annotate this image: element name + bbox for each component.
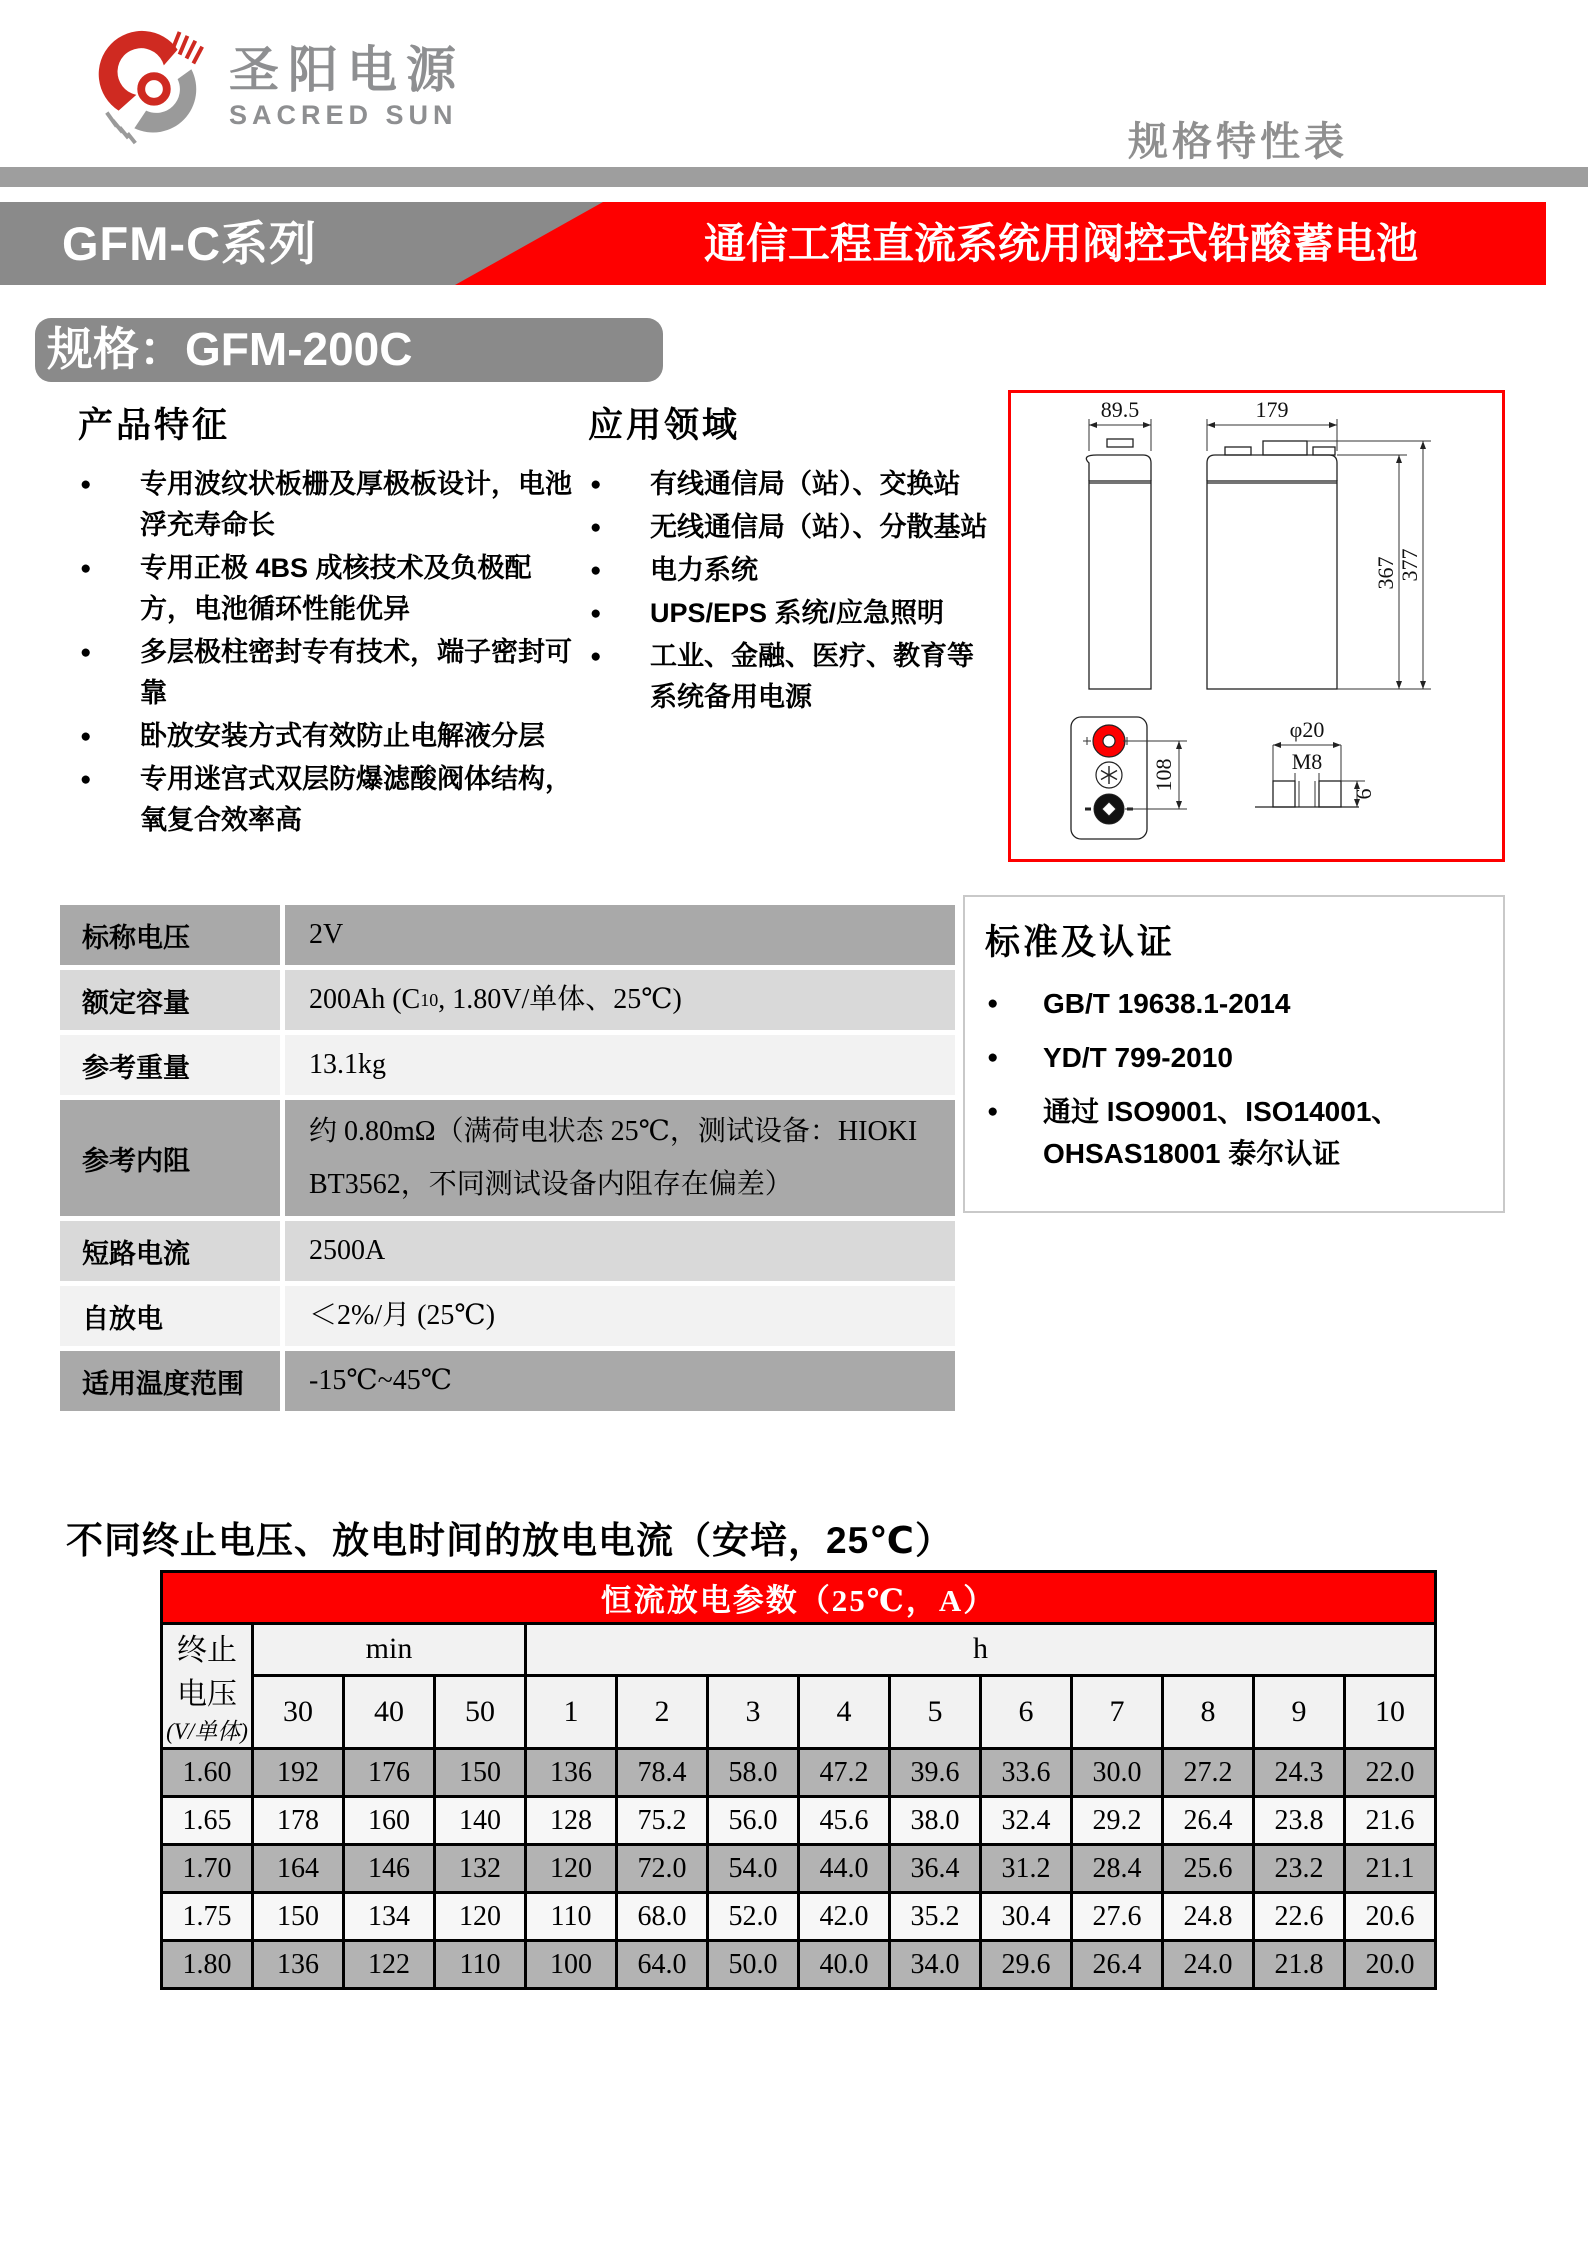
spec-label: 短路电流	[60, 1221, 285, 1281]
discharge-table	[160, 1570, 1437, 1990]
application-item-label: 无线通信局（站）、分散基站	[650, 512, 988, 542]
logo-text	[229, 43, 465, 131]
spec-label: 额定容量	[60, 970, 285, 1030]
company-logo	[95, 28, 465, 146]
standard-item-label: YD/T 799-2010	[1043, 1042, 1233, 1073]
current-value-cell: 42.0	[799, 1893, 890, 1941]
dim-height-total: 377	[1397, 548, 1422, 582]
current-value-cell: 50.0	[708, 1941, 799, 1989]
discharge-section-title: 不同终止电压、放电时间的放电电流（安培，25℃）	[66, 1520, 953, 1561]
current-value-cell: 20.6	[1345, 1893, 1436, 1941]
bullet-icon: ●	[590, 646, 602, 667]
current-value-cell: 21.1	[1345, 1845, 1436, 1893]
series-banner	[0, 202, 1546, 285]
current-value-cell: 35.2	[890, 1893, 981, 1941]
applications-list	[588, 464, 1000, 718]
discharge-row	[162, 1749, 1436, 1797]
spec-label: 参考重量	[60, 1035, 285, 1095]
feature-item-label: 卧放安装方式有效防止电解液分层	[140, 721, 545, 751]
spec-row	[60, 1221, 955, 1281]
standards-section	[963, 895, 1505, 1213]
end-voltage-cell: 1.70	[162, 1845, 253, 1893]
duration-column-header: 3	[708, 1675, 799, 1748]
battery-side-view	[1207, 441, 1337, 689]
dim-thread: M8	[1291, 749, 1323, 774]
standards-title: 标准及认证	[985, 923, 1176, 962]
standard-item-label: GB/T 19638.1-2014	[1043, 988, 1291, 1019]
standard-item	[985, 1037, 1483, 1079]
application-item	[588, 464, 1000, 505]
doc-type-label: 规格特性表	[1128, 120, 1348, 164]
current-value-cell: 20.0	[1345, 1941, 1436, 1989]
current-value-cell: 146	[344, 1845, 435, 1893]
battery-front-view	[1086, 439, 1151, 689]
duration-column-header: 10	[1345, 1675, 1436, 1748]
bullet-icon: ●	[987, 1047, 999, 1068]
duration-column-header: 9	[1254, 1675, 1345, 1748]
current-value-cell: 30.0	[1072, 1749, 1163, 1797]
current-value-cell: 64.0	[617, 1941, 708, 1989]
application-item	[588, 593, 1000, 634]
spec-label: 标称电压	[60, 905, 285, 965]
current-value-cell: 122	[344, 1941, 435, 1989]
duration-column-header: 6	[981, 1675, 1072, 1748]
duration-column-header: 2	[617, 1675, 708, 1748]
feature-item	[78, 464, 583, 546]
discharge-table-wrap	[160, 1570, 1437, 1990]
current-value-cell: 23.8	[1254, 1797, 1345, 1845]
feature-item-label: 专用波纹状板栅及厚极板设计，电池浮充寿命长	[140, 469, 572, 540]
spec-row	[60, 970, 955, 1030]
current-value-cell: 27.2	[1163, 1749, 1254, 1797]
logo-name-cn: 圣阳电源	[229, 42, 465, 98]
bullet-icon: ●	[80, 474, 92, 495]
current-value-cell: 23.2	[1254, 1845, 1345, 1893]
bullet-icon: ●	[80, 558, 92, 579]
current-value-cell: 30.4	[981, 1893, 1072, 1941]
bullet-icon: ●	[80, 642, 92, 663]
dim-front-width: 89.5	[1100, 397, 1140, 422]
applications-section	[588, 398, 1000, 720]
dim-side-width: 179	[1255, 397, 1289, 422]
duration-column-header: 4	[799, 1675, 890, 1748]
end-voltage-label: 终止电压	[177, 1634, 237, 1711]
features-section	[78, 398, 583, 843]
bullet-icon: ●	[590, 474, 602, 495]
terminal-distance-dimension	[1125, 741, 1187, 809]
current-value-cell: 31.2	[981, 1845, 1072, 1893]
feature-item	[78, 716, 583, 757]
current-value-cell: 58.0	[708, 1749, 799, 1797]
feature-item	[78, 548, 583, 630]
current-value-cell: 24.0	[1163, 1941, 1254, 1989]
applications-title: 应用领域	[588, 406, 741, 445]
side-width-dimension	[1207, 397, 1337, 451]
current-value-cell: 36.4	[890, 1845, 981, 1893]
current-value-cell: 100	[526, 1941, 617, 1989]
spec-value: 2V	[309, 919, 344, 951]
bullet-icon: ●	[987, 1101, 999, 1122]
current-value-cell: 34.0	[890, 1941, 981, 1989]
current-value-cell: 26.4	[1163, 1797, 1254, 1845]
front-width-dimension	[1089, 397, 1151, 451]
current-value-cell: 68.0	[617, 1893, 708, 1941]
logo-name-en: SACRED SUN	[229, 100, 458, 130]
bullet-icon: ●	[590, 560, 602, 581]
current-value-cell: 110	[526, 1893, 617, 1941]
duration-column-header: 30	[253, 1675, 344, 1748]
current-value-cell: 26.4	[1072, 1941, 1163, 1989]
spec-row	[60, 905, 955, 965]
minutes-group-header: min	[253, 1624, 526, 1676]
application-item	[588, 507, 1000, 548]
current-value-cell: 21.6	[1345, 1797, 1436, 1845]
bullet-icon: ●	[987, 993, 999, 1014]
application-item	[588, 550, 1000, 591]
current-value-cell: 150	[435, 1749, 526, 1797]
spec-row	[60, 1100, 955, 1216]
spec-value: 200Ah (C 10 , 1.80V/单体、25℃)	[309, 984, 682, 1016]
bullet-icon: ●	[80, 726, 92, 747]
spec-value: 约 0.80mΩ（满荷电状态 25℃，测试设备：HIOKI BT3562，不同测试设备内阻存在偏差）	[309, 1115, 918, 1200]
current-value-cell: 47.2	[799, 1749, 890, 1797]
current-value-cell: 39.6	[890, 1749, 981, 1797]
duration-column-header: 7	[1072, 1675, 1163, 1748]
current-value-cell: 78.4	[617, 1749, 708, 1797]
current-value-cell: 45.6	[799, 1797, 890, 1845]
end-voltage-cell: 1.60	[162, 1749, 253, 1797]
duration-column-header: 5	[890, 1675, 981, 1748]
current-value-cell: 44.0	[799, 1845, 890, 1893]
current-value-cell: 40.0	[799, 1941, 890, 1989]
discharge-row	[162, 1941, 1436, 1989]
spec-label: 适用温度范围	[60, 1351, 285, 1411]
spec-row	[60, 1286, 955, 1346]
discharge-row	[162, 1893, 1436, 1941]
end-voltage-cell: 1.75	[162, 1893, 253, 1941]
current-value-cell: 54.0	[708, 1845, 799, 1893]
current-value-cell: 136	[526, 1749, 617, 1797]
application-item-label: UPS/EPS 系统/应急照明	[650, 598, 945, 628]
battery-top-view	[1071, 717, 1147, 839]
dim-height-body: 367	[1373, 556, 1398, 590]
terminal-detail	[1255, 717, 1376, 807]
series-name: GFM-C系列	[62, 217, 318, 270]
discharge-row	[162, 1797, 1436, 1845]
battery-dimension-drawing	[1011, 393, 1502, 859]
current-value-cell: 72.0	[617, 1845, 708, 1893]
dim-nut-height: 6	[1351, 788, 1376, 800]
standards-list	[985, 983, 1483, 1175]
current-value-cell: 132	[435, 1845, 526, 1893]
current-value-cell: 56.0	[708, 1797, 799, 1845]
current-value-cell: 38.0	[890, 1797, 981, 1845]
discharge-row	[162, 1845, 1436, 1893]
end-voltage-unit: (V/单体)	[166, 1719, 248, 1744]
end-voltage-header	[162, 1624, 253, 1749]
discharge-table-title: 恒流放电参数（25℃，A）	[162, 1572, 1436, 1624]
current-value-cell: 29.6	[981, 1941, 1072, 1989]
duration-column-header: 40	[344, 1675, 435, 1748]
current-value-cell: 75.2	[617, 1797, 708, 1845]
duration-column-header: 1	[526, 1675, 617, 1748]
features-list	[78, 464, 583, 841]
current-value-cell: 176	[344, 1749, 435, 1797]
dimension-drawing-panel	[1008, 390, 1505, 862]
banner-subtitle: 通信工程直流系统用阀控式铅酸蓄电池	[703, 220, 1418, 267]
current-value-cell: 160	[344, 1797, 435, 1845]
current-value-cell: 28.4	[1072, 1845, 1163, 1893]
current-value-cell: 52.0	[708, 1893, 799, 1941]
end-voltage-cell: 1.65	[162, 1797, 253, 1845]
application-item	[588, 636, 1000, 718]
application-item-label: 工业、金融、医疗、教育等系统备用电源	[650, 641, 974, 712]
spec-row	[60, 1351, 955, 1411]
duration-column-header: 8	[1163, 1675, 1254, 1748]
feature-item-label: 专用正极 4BS 成核技术及负极配方，电池循环性能优异	[140, 553, 532, 624]
sacred-sun-logo-icon	[95, 28, 213, 146]
spec-value: 2500A	[309, 1235, 386, 1267]
spec-value: ＜2%/月 (25℃)	[309, 1300, 496, 1332]
duration-column-header: 50	[435, 1675, 526, 1748]
spec-label: 参考内阻	[60, 1100, 285, 1216]
current-value-cell: 140	[435, 1797, 526, 1845]
current-value-cell: 136	[253, 1941, 344, 1989]
current-value-cell: 24.3	[1254, 1749, 1345, 1797]
current-value-cell: 134	[344, 1893, 435, 1941]
current-value-cell: 21.8	[1254, 1941, 1345, 1989]
current-value-cell: 120	[526, 1845, 617, 1893]
header-divider-bar	[0, 167, 1588, 187]
standard-item	[985, 1091, 1483, 1175]
current-value-cell: 33.6	[981, 1749, 1072, 1797]
current-value-cell: 22.0	[1345, 1749, 1436, 1797]
application-item-label: 有线通信局（站）、交换站	[650, 469, 961, 499]
standard-item-label: 通过 ISO9001、ISO14001、OHSAS18001 泰尔认证	[1043, 1096, 1400, 1169]
spec-value: -15℃~45℃	[309, 1365, 453, 1397]
current-value-cell: 178	[253, 1797, 344, 1845]
application-item-label: 电力系统	[650, 555, 758, 585]
dim-terminal-diameter: φ20	[1289, 717, 1325, 742]
current-value-cell: 27.6	[1072, 1893, 1163, 1941]
feature-item-label: 多层极柱密封专有技术，端子密封可靠	[140, 637, 572, 708]
current-value-cell: 120	[435, 1893, 526, 1941]
current-value-cell: 29.2	[1072, 1797, 1163, 1845]
current-value-cell: 22.6	[1254, 1893, 1345, 1941]
spec-value: 13.1kg	[309, 1049, 386, 1081]
current-value-cell: 25.6	[1163, 1845, 1254, 1893]
current-value-cell: 32.4	[981, 1797, 1072, 1845]
dim-terminal-distance: 108	[1151, 758, 1176, 792]
current-value-cell: 164	[253, 1845, 344, 1893]
current-value-cell: 192	[253, 1749, 344, 1797]
feature-item	[78, 632, 583, 714]
current-value-cell: 150	[253, 1893, 344, 1941]
features-title: 产品特征	[78, 406, 231, 445]
spec-label: 自放电	[60, 1286, 285, 1346]
bullet-icon: ●	[80, 769, 92, 790]
feature-item	[78, 759, 583, 841]
current-value-cell: 24.8	[1163, 1893, 1254, 1941]
end-voltage-cell: 1.80	[162, 1941, 253, 1989]
current-value-cell: 110	[435, 1941, 526, 1989]
spec-table	[60, 905, 955, 1416]
height-dimensions	[1307, 441, 1431, 689]
standard-item	[985, 983, 1483, 1025]
spec-row	[60, 1035, 955, 1095]
current-value-cell: 128	[526, 1797, 617, 1845]
bullet-icon: ●	[590, 517, 602, 538]
bullet-icon: ●	[590, 603, 602, 624]
feature-item-label: 专用迷宫式双层防爆滤酸阀体结构，氧复合效率高	[140, 764, 572, 835]
hours-group-header: h	[526, 1624, 1436, 1676]
model-title: 规格：GFM-200C	[35, 318, 663, 382]
